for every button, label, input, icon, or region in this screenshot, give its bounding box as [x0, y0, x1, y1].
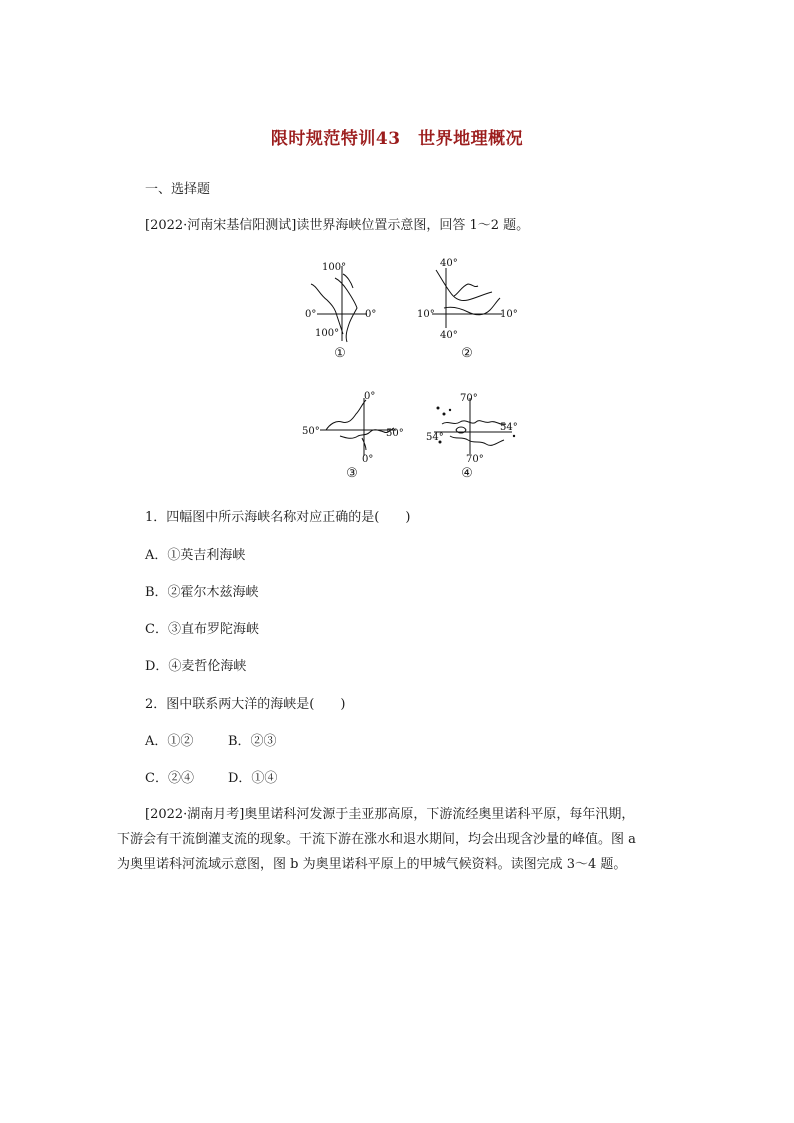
fig2-number: ②	[461, 346, 473, 361]
fig3-number: ③	[346, 466, 358, 481]
q2-option-c[interactable]: C．②④	[145, 771, 194, 786]
intro-q3-4-line-2: 下游会有干流倒灌支流的现象。干流下游在涨水和退水期间，均会出现含沙量的峰值。图 a	[117, 832, 636, 847]
page-title: 限时规范特训43 世界地理概况	[270, 129, 524, 149]
fig2-label-bottom: 40°	[440, 330, 458, 341]
q1-stem: 1．四幅图中所示海峡名称对应正确的是( )	[145, 510, 411, 525]
fig4-number: ④	[461, 466, 473, 481]
fig4-label-top: 70°	[460, 393, 478, 404]
strait-map-1	[297, 256, 387, 346]
strait-map-2	[414, 256, 524, 346]
strait-map-4	[420, 390, 524, 466]
fig1-number: ①	[334, 346, 346, 361]
fig3-label-right: 50°	[386, 428, 404, 439]
fig4-label-right: 54°	[500, 422, 518, 433]
fig3-label-bottom: 0°	[362, 454, 374, 465]
section-heading: 一、选择题	[145, 182, 211, 197]
intro-q3-4-line-3: 为奥里诺科河流域示意图，图 b 为奥里诺科平原上的甲城气候资料。读图完成 3～4 题。	[117, 857, 627, 872]
q2-option-a[interactable]: A．①②	[145, 734, 194, 749]
fig3-label-top: 0°	[364, 391, 376, 402]
q1-option-d[interactable]: D．④麦哲伦海峡	[145, 659, 247, 674]
fig1-label-right: 0°	[365, 309, 377, 320]
strait-map-3	[300, 390, 410, 466]
q1-option-b[interactable]: B．②霍尔木兹海峡	[145, 585, 259, 600]
fig4-label-left: 54°	[426, 432, 444, 443]
fig2-label-left: 10°	[417, 309, 435, 320]
fig1-label-left: 0°	[305, 309, 317, 320]
fig4-label-bottom: 70°	[466, 454, 484, 465]
q1-option-a[interactable]: A．①英吉利海峡	[145, 548, 246, 563]
intro-q3-4	[117, 802, 677, 877]
intro-q3-4-line-1: [2022·湖南月考]奥里诺科河发源于圭亚那高原，下游流经奥里诺科平原，每年汛期，	[145, 807, 635, 822]
q2-option-d[interactable]: D．①④	[228, 771, 278, 786]
intro-q1-2: [2022·河南宋基信阳测试]读世界海峡位置示意图，回答 1～2 题。	[145, 218, 530, 233]
q2-stem: 2．图中联系两大洋的海峡是( )	[145, 697, 346, 712]
q1-option-c[interactable]: C．③直布罗陀海峡	[145, 622, 259, 637]
fig1-label-bottom: 100°	[315, 328, 340, 339]
fig2-label-right: 10°	[500, 309, 518, 320]
q2-option-b[interactable]: B．②③	[228, 734, 277, 749]
fig2-label-top: 40°	[440, 258, 458, 269]
fig1-label-top: 100°	[322, 262, 347, 273]
fig3-label-left: 50°	[302, 426, 320, 437]
